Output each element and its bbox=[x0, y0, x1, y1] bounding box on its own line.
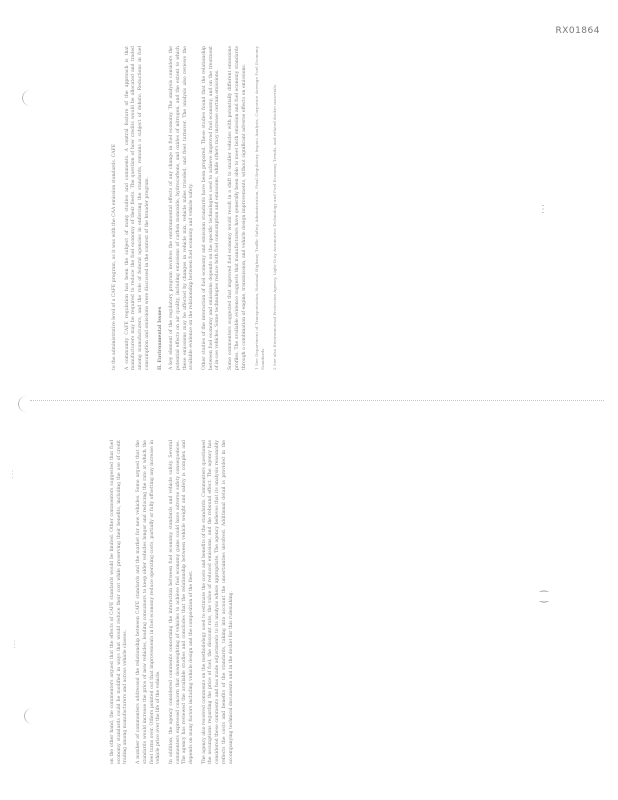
footnote-1: 1 See Department of Transportation, National Highway Traffic Safety Administration, Final Regulatory Impact Analysis, Corporate Average Fuel Economy Standards. bbox=[254, 46, 266, 370]
top-half-text-block bbox=[112, 46, 520, 370]
left-edge-dots: ⋮ bbox=[8, 470, 17, 480]
footnote-2: 2 See also Environmental Protection Agency, Light-Duty Automotive Technology and Fuel Economy Trends, and related docket materials. bbox=[272, 83, 278, 370]
page-id-stamp: RX01864 bbox=[555, 26, 600, 36]
bottom-paragraph-3: In addition, the agency considered comments concerning the interaction between fuel economy standards and vehicle safety. Several commenters expressed concern that downweighting of vehicles to achieve fuel economy gains could have adverse safety consequences. The agency has reviewed the available studies and concludes that the relationship between vehicle weight and safety is complex and depends on many factors including vehicle design and the composition of the fleet. bbox=[168, 440, 195, 764]
punch-hole-mark-middle bbox=[18, 396, 35, 412]
section-heading: II. Environmental Issues bbox=[157, 306, 163, 370]
top-paragraph-1: to the administrative level of a CAFE program, as it was with the CAA emission standards. CAFE bbox=[112, 143, 117, 370]
binding-mark-right-bottom: ⁐ bbox=[540, 592, 549, 603]
bottom-paragraph-2: A number of commenters addressed the relationship between CAFE standards and the market for new vehicles. Some argued that the standards would increase the price of new vehicles, leading consumers to keep older vehicles longer and reducing the rate at which the fleet turns over. Others pointed out that improvements in fuel economy reduce operating costs, partially or fully offsetting any increase in vehicle price over the life of the vehicle. bbox=[136, 440, 162, 764]
punch-hole-mark-top bbox=[22, 90, 39, 106]
bottom-paragraph-1: on the other hand, the commenters argued that the effects of CAFE standards would be limited. Other commenters suggested that fuel economy standards could be modified in ways that would reduce their cost while preserving their benefits, including the use of credit trading among manufacturers and across vehicle classes. bbox=[110, 440, 129, 764]
top-paragraph-2: A community CAFE regulation has been the subject of many studies and comments. A central feature of the approach is that manufacturers may be required to reduce the fuel economy of their fleets. The question of how credits would be allocated and traded among manufacturers, and the role of federal agencies in enforcing the standards, remains a subject of debate. Reductions in fuel consumption and emissions were discussed in the context of the broader program. bbox=[124, 46, 150, 370]
left-edge-dots-2: ⋮ bbox=[10, 640, 19, 650]
bottom-half-text-block bbox=[110, 440, 522, 764]
section-paragraph-3: Some commenters suggested that improved fuel economy would result in a shift to smaller vehicles with potentially different emissions profiles. The available evidence suggests that manufacturers have generally been able to meet both emission and fuel economy standards through a combination of engine, transmission, and vehicle design improvements, without significant adverse effects on emissions. bbox=[228, 46, 247, 370]
binding-mark-right-top: ⋮ bbox=[538, 204, 548, 215]
punch-hole-mark-bottom bbox=[24, 708, 41, 724]
page-fold-divider bbox=[30, 400, 604, 401]
section-paragraph-1: A key element of the regulatory program involves the environmental effects of any change in fuel economy. The analysis considers the potential effects on air quality, including emissions of carbon monoxide, hydrocarbons, and oxides of nitrogen, and the extent to which these emissions may be affected by changes in vehicle mix, vehicle miles traveled, and fleet turnover. The analysis also reviews the available evidence on the relationship between fuel economy and vehicle safety. bbox=[169, 46, 195, 370]
bottom-paragraph-4: The agency also received comments on the methodology used to estimate the costs and benefits of the standards. Commenters questioned the assumptions regarding the price of fuel, the discount rate, the value of reduced emissions, and the rebound effect. The agency has considered these comments and has made adjustments to its analysis where appropriate. The agency believes that its analysis reasonably reflects the costs and benefits of the standards, taking into account the uncertainties involved. Additional detail is provided in the accompanying technical documents and in the docket for this rulemaking. bbox=[201, 440, 234, 764]
section-paragraph-2: Other studies of the interaction of fuel economy and emission standards have been prepared. These studies found that the relationship between fuel economy and emissions depends on the specific technologies used to achieve improved fuel economy, and on the treatment of in-use vehicles. Some technologies reduce both fuel consumption and emissions, while others may increase certain emissions. bbox=[202, 46, 221, 370]
